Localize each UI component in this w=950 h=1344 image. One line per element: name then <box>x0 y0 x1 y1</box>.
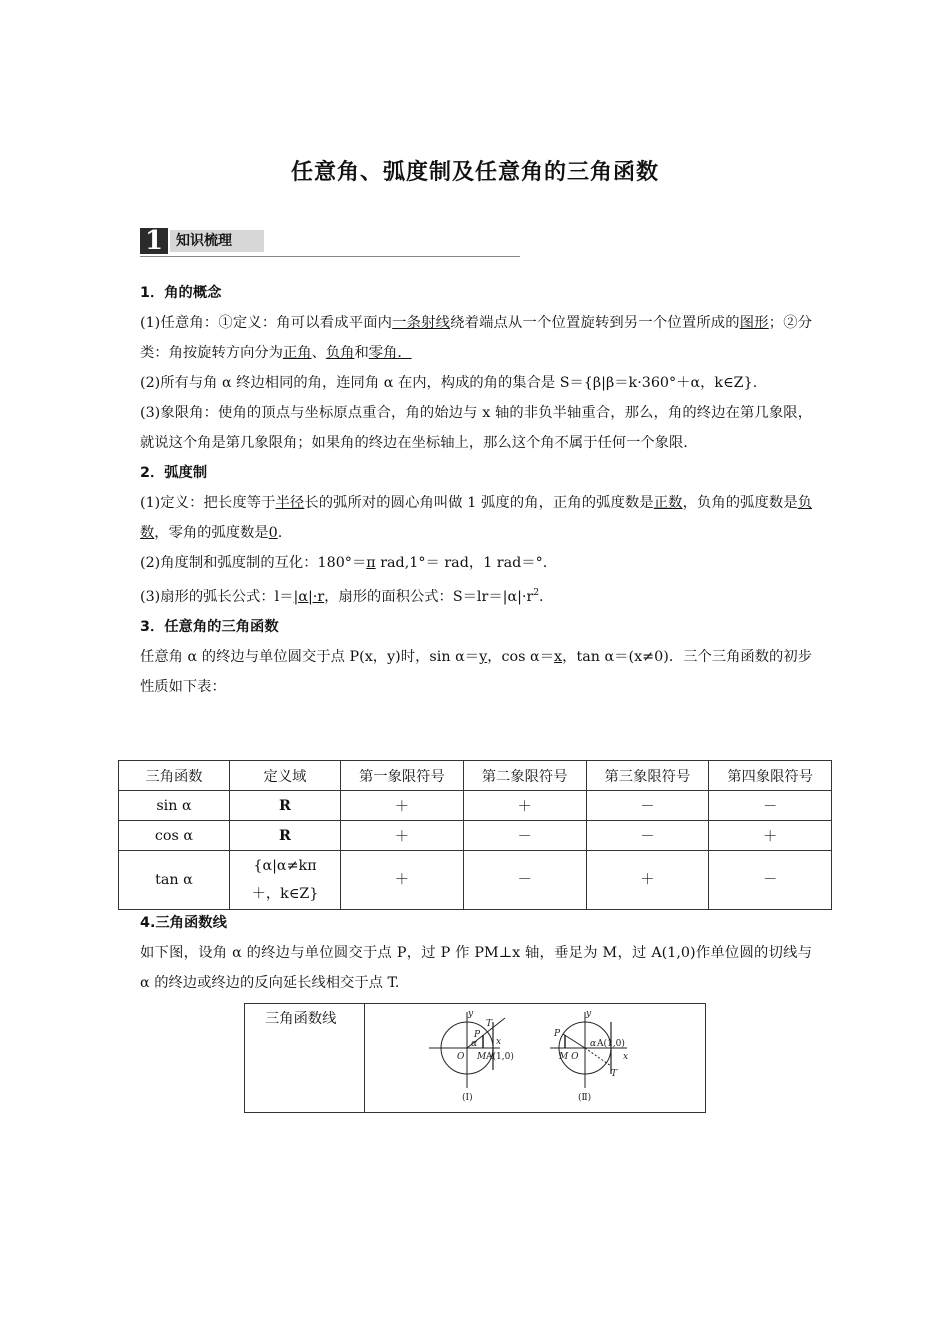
table-cell: R <box>230 791 341 821</box>
answer-blank: 图形 <box>739 315 769 331</box>
label: x <box>623 1052 629 1062</box>
table-header: 第二象限符号 <box>463 761 586 791</box>
text: rad,1°＝ rad，1 rad＝°. <box>375 555 548 571</box>
label: P <box>554 1029 561 1039</box>
trig-lines-figure <box>365 1004 706 1113</box>
superscript: 2 <box>533 588 540 598</box>
paragraph-conversion <box>140 548 812 578</box>
answer-blank: π <box>366 555 376 571</box>
label: O <box>457 1052 465 1062</box>
label: T <box>611 1069 618 1079</box>
table-cell: － <box>463 851 586 910</box>
label: α <box>471 1039 478 1049</box>
label: A(1,0) <box>597 1039 625 1049</box>
label: y <box>586 1009 592 1019</box>
text: . <box>277 525 283 541</box>
table-cell: R <box>230 821 341 851</box>
answer-blank: x <box>554 648 563 665</box>
label: M <box>477 1052 487 1062</box>
text: (1)任意角：①定义：角可以看成平面内 <box>140 315 393 331</box>
figure-2 <box>550 1009 628 1103</box>
table-cell: － <box>709 791 832 821</box>
table-row <box>119 791 832 821</box>
answer-blank: 负数 <box>140 495 813 541</box>
trig-lines-table <box>244 1003 706 1113</box>
page-title: 任意角、弧度制及任意角的三角函数 <box>290 160 659 185</box>
table-cell: － <box>586 821 709 851</box>
trig-lines-section <box>140 908 812 998</box>
text: (3)扇形的弧长公式：l＝ <box>140 588 294 605</box>
table-cell: ＋ <box>586 851 709 910</box>
answer-blank: 一条射线 <box>392 315 451 331</box>
text: ，零角的弧度数是 <box>154 525 269 541</box>
paragraph-radian-definition <box>140 488 812 548</box>
section-number: 1 <box>140 228 168 254</box>
table-row <box>119 821 832 851</box>
text: ；②分类：角按旋转方向分为 <box>140 315 813 361</box>
answer-blank: 正角 <box>282 345 312 361</box>
table-header: 第一象限符号 <box>341 761 464 791</box>
text: . <box>539 588 544 605</box>
unit-circle-diagrams <box>365 1004 705 1108</box>
table-cell: － <box>463 821 586 851</box>
reverse-extension <box>585 1048 611 1066</box>
section-header <box>140 228 520 257</box>
text: 和 <box>354 345 369 361</box>
table-cell: cos α <box>119 821 230 851</box>
table-row <box>119 851 832 910</box>
table-cell-tan-domain <box>230 851 341 910</box>
table-cell: ＋ <box>341 821 464 851</box>
text: 绕着端点从一个位置旋转到另一个位置所成的 <box>450 315 740 331</box>
text: (2)角度制和弧度制的互化：180°＝ <box>140 555 367 571</box>
answer-blank: 零角． <box>368 345 412 361</box>
table-cell: sin α <box>119 791 230 821</box>
table-header: 定义域 <box>230 761 341 791</box>
answer-blank: y <box>479 648 488 665</box>
figure-caption: (Ⅰ) <box>462 1093 473 1103</box>
table-cell: ＋ <box>709 821 832 851</box>
text: 、 <box>311 345 326 361</box>
heading-angle-concept: 1．角的概念 <box>140 285 222 301</box>
text: (1)定义：把长度等于 <box>140 495 276 511</box>
figure-caption: (Ⅱ) <box>578 1093 592 1103</box>
heading-trig-functions: 3．任意角的三角函数 <box>140 618 279 635</box>
table-header-row <box>119 761 832 791</box>
text: 长的弧所对的圆心角叫做 1 弧度的角，正角的弧度数是 <box>304 495 654 511</box>
paragraph-coterminal-angles: (2)所有与角 α 终边相同的角，连同角 α 在内，构成的角的集合是 S＝{β|β＝k·360°＋α，k∈Z}. <box>140 375 758 391</box>
answer-blank: 0 <box>268 525 278 541</box>
section-label: 知识梳理 <box>170 230 264 252</box>
main-content <box>140 278 812 702</box>
paragraph-trig-intro <box>140 642 812 702</box>
trig-sign-table <box>118 760 832 910</box>
label: P <box>474 1030 481 1040</box>
paragraph-sector-formulas <box>140 578 812 612</box>
text: ，tan α＝(x≠0)．三个三角函数的初步性质如下表： <box>140 648 812 695</box>
answer-blank: |α|·r <box>293 588 325 605</box>
label: T <box>486 1019 493 1029</box>
terminal-side <box>563 1034 585 1048</box>
tan-domain-line2: ＋，k∈Z} <box>251 886 319 902</box>
table-cell: ＋ <box>341 851 464 910</box>
table-cell: － <box>709 851 832 910</box>
label: y <box>468 1009 474 1019</box>
tan-domain-line1: {α|α≠kπ <box>253 858 317 874</box>
table-header: 第四象限符号 <box>709 761 832 791</box>
trig-lines-label: 三角函数线 <box>245 1004 365 1113</box>
table-cell: － <box>586 791 709 821</box>
answer-blank: 正数 <box>653 495 683 511</box>
table-cell: ＋ <box>463 791 586 821</box>
table-header: 第三象限符号 <box>586 761 709 791</box>
label: α <box>590 1039 597 1049</box>
text: 任意角 α 的终边与单位圆交于点 P(x，y)时，sin α＝ <box>140 648 480 665</box>
text: ，扇形的面积公式：S＝lr＝|α|·r <box>324 588 534 605</box>
table-cell: tan α <box>119 851 230 910</box>
answer-blank: 负角 <box>325 345 355 361</box>
text: ，cos α＝ <box>487 648 555 665</box>
paragraph-quadrant-angle: (3)象限角：使角的顶点与坐标原点重合，角的始边与 x 轴的非负半轴重合，那么，角的终边在第几象限，就说这个角是第几象限角；如果角的终边在坐标轴上，那么这个角不属于任何一个象限. <box>140 405 812 451</box>
table-header: 三角函数 <box>119 761 230 791</box>
heading-trig-lines: 4.三角函数线 <box>140 915 227 931</box>
paragraph-arbitrary-angle <box>140 308 812 368</box>
text: ，负角的弧度数是 <box>682 495 798 511</box>
figure-1 <box>429 1009 514 1103</box>
label: A(1,0) <box>486 1052 514 1062</box>
paragraph-trig-lines: 如下图，设角 α 的终边与单位圆交于点 P，过 P 作 PM⊥x 轴，垂足为 M，过 A(1,0)作单位圆的切线与 α 的终边或终边的反向延长线相交于点 T. <box>140 945 812 991</box>
label: M O <box>559 1052 579 1062</box>
label: x <box>496 1037 502 1047</box>
heading-radian: 2．弧度制 <box>140 465 208 481</box>
table-cell: ＋ <box>341 791 464 821</box>
answer-blank: 半径 <box>275 495 305 511</box>
